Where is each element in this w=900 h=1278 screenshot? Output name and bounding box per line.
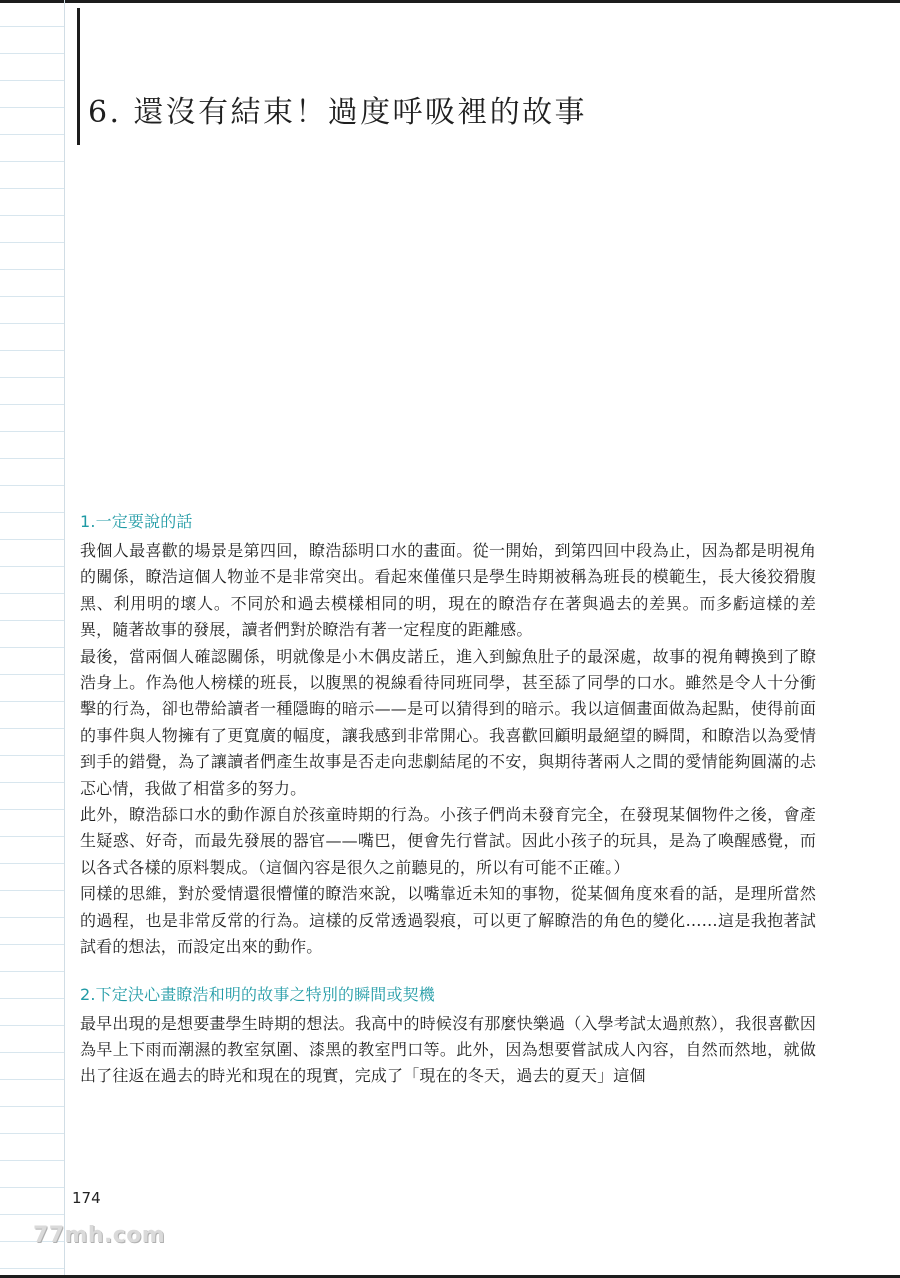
- chapter-title: 6. 還沒有結束！過度呼吸裡的故事: [88, 95, 587, 130]
- section-1: [80, 510, 816, 961]
- section-1-paragraph-3: 此外，瞭浩舔口水的動作源自於孩童時期的行為。小孩子們尚未發育完全，在發現某個物件之後，會產生疑惑、好奇，而最先發展的器官——嘴巴，便會先行嘗試。因此小孩子的玩具，是為了喚醒感覺，而以各式各樣的原料製成。（這個內容是很久之前聽見的，所以有可能不正確。）: [80, 805, 816, 877]
- section-1-heading: 1.一定要說的話: [80, 512, 193, 531]
- page-number: 174: [72, 1189, 101, 1207]
- article-body: [80, 510, 816, 1090]
- top-border: [0, 0, 900, 3]
- section-1-paragraph-1: 我個人最喜歡的場景是第四回，瞭浩舔明口水的畫面。從一開始，到第四回中段為止，因為都是明視角的關係，瞭浩這個人物並不是非常突出。看起來僅僅只是學生時期被稱為班長的模範生，長大後狡猾腹黑、利用明的壞人。不同於和過去模樣相同的明，現在的瞭浩存在著與過去的差異。而多虧這樣的差異，隨著故事的發展，讀者們對於瞭浩有著一定程度的距離感。: [80, 541, 816, 640]
- watermark: 77mh.com: [33, 1223, 166, 1248]
- section-1-paragraph-4: 同樣的思維，對於愛情還很懵懂的瞭浩來說，以嘴靠近未知的事物，從某個角度來看的話，是理所當然的過程，也是非常反常的行為。這樣的反常透過裂痕，可以更了解瞭浩的角色的變化……這是我抱著試試看的想法，而設定出來的動作。: [80, 884, 816, 957]
- section-2: [80, 983, 816, 1090]
- section-2-heading: 2.下定決心畫瞭浩和明的故事之特別的瞬間或契機: [80, 984, 435, 1004]
- title-accent-bar: [77, 8, 80, 145]
- section-2-paragraph-1: 最早出現的是想要畫學生時期的想法。我高中的時候沒有那麼快樂過（入學考試太過煎熬），我很喜歡因為早上下雨而潮濕的教室氛圍、漆黑的教室門口等。此外，因為想要嘗試成人內容，自然而然地，就做出了往返在過去的時光和現在的現實，完成了「現在的冬天，過去的夏天」這個: [80, 1013, 816, 1086]
- section-1-paragraph-2: 最後，當兩個人確認關係，明就像是小木偶皮諾丘，進入到鯨魚肚子的最深處，故事的視角轉換到了瞭浩身上。作為他人榜樣的班長，以腹黑的視線看待同班同學，甚至舔了同學的口水。雖然是令人十分衝擊的行為，卻也帶給讀者一種隱晦的暗示——是可以猜得到的暗示。我以這個畫面做為起點，使得前面的事件與人物擁有了更寬廣的幅度，讓我感到非常開心。我喜歡回顧明最絕望的瞬間，和瞭浩以為愛情到手的錯覺，為了讓讀者們產生故事是否走向悲劇結尾的不安，與期待著兩人之間的愛情能夠圓滿的忐忑心情，我做了相當多的努力。: [80, 646, 816, 798]
- margin-line: [64, 0, 65, 1278]
